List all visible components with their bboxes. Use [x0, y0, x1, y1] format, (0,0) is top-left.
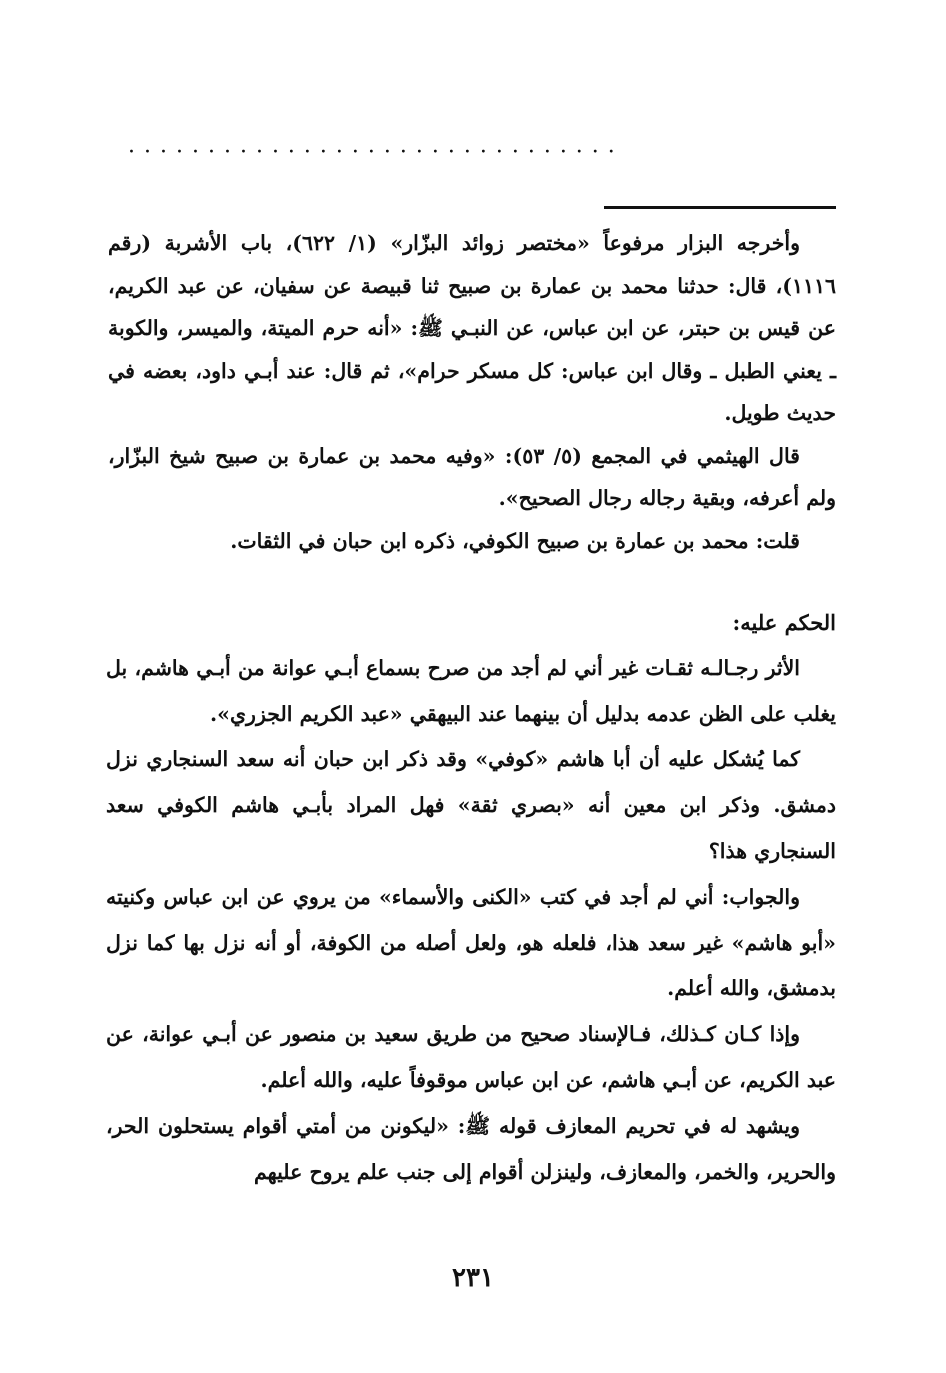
page-number: ٢٣١: [452, 1263, 494, 1293]
body-paragraph: والجواب: أني لم أجد في كتب «الكنى والأسماء» من يروي عن ابن عباس وكنيته «أبو هاشم» غير سعد هذا، فلعله هو، ولعل أصله من الكوفة، أو أنه نزل بها كما نزل بدمشق، والله أعلم.: [106, 884, 836, 1001]
body-paragraph: الأثر رجـالـه ثقـات غير أني لم أجد من صرح بسماع أبـي عوانة من أبـي هاشم، بل يغلب على الظن عدمه بدليل أن بينهما عند البيهقي «عبد الكريم الجزري».: [106, 655, 836, 726]
dotted-separator: ·······························: [128, 140, 624, 165]
footnote-label: قلت:: [755, 528, 800, 553]
footnote-rule: [604, 206, 836, 209]
section-heading: الحكم عليه:: [732, 610, 836, 635]
footnote-paragraph: وأخرجه البزار مرفوعاً «مختصر زوائد البزّار» (١/ ٦٢٢)، باب الأشربة (رقم ١١١٦)، قال: حدثنا محمد بن عمارة بن صبيح ثنا قبيصة عن سفيان، عن عبد الكريم، عن قيس بن حبتر، عن ابن عباس، عن النبـي ﷺ: «أنه حرم الميتة، والميسر، والكوبة ـ يعني الطبل ـ وقال ابن عباس: كل مسكر حرام»، ثم قال: عند أبـي داود، بعضه في حديث طويل.: [108, 231, 836, 425]
body-paragraph: كما يُشكل عليه أن أبا هاشم «كوفي» وقد ذكر ابن حبان أنه سعد السنجاري نزل دمشق. وذكر ابن معين أنه «بصري ثقة» فهل المراد بأبـي هاشم الكوفي سعد السنجاري هذا؟: [106, 747, 836, 863]
footnote-text: محمد بن عمارة بن صبيح الكوفي، ذكره ابن حبان في الثقات.: [230, 528, 756, 553]
main-text: [106, 600, 836, 1195]
body-paragraph: ويشهد له في تحريم المعازف قوله ﷺ: «ليكونن من أمتي أقوام يستحلون الحر، والحرير، والخمر، والمعازف، ولينزلن أقوام إلى جنب علم يروح عليهم: [106, 1113, 836, 1184]
body-paragraph: وإذا كـان كـذلك، فـالإسناد صحيح من طريق سعيد بن منصور عن أبـي عوانة، عن عبد الكريم، عن أبـي هاشم، عن ابن عباس موقوفاً عليه، والله أعلم.: [106, 1022, 836, 1092]
footnotes-section: [108, 222, 836, 562]
footnote-paragraph: قال الهيثمي في المجمع (٥/ ٥٣): «وفيه محمد بن عمارة بن صبيح شيخ البزّار، ولم أعرفه، وبقية رجاله رجال الصحيح».: [108, 443, 836, 510]
footnote-paragraph: [108, 520, 836, 563]
